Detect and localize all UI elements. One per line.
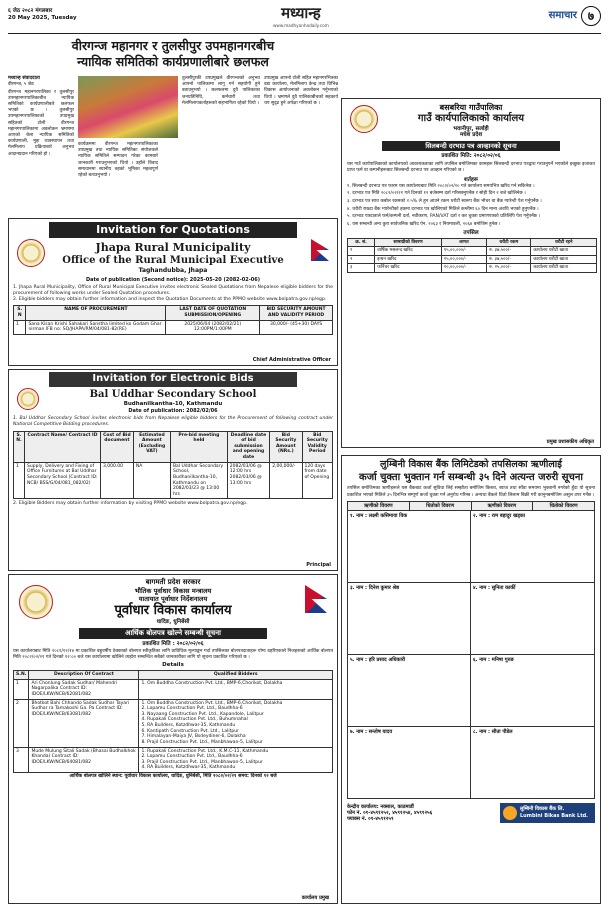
table-cell: 30,000/- (45+30) DAYS: [260, 320, 333, 334]
table-header: Estimated Amount (Excluding VAT): [133, 431, 170, 462]
table-cell: 2025/06/04 (2082/02/21) 12:00PM/1:00PM: [166, 320, 260, 334]
notice-body: यस कार्यालयबाट मिति २०८१/१२/१४ मा प्रकाशित बहुवर्षीय ठेक्काको बोलपत्र स्वीकृतिका लागि प्राविधिक मूल्याङ्कन गर्दा तपसिलका बोलपत्रदाताहरू योग्य ठहरिएकाले निजहरूको आर्थिक बोलपत्र मिति २०८२/०२/२१ गते दिनको १२:०० बजे यस कार्यालयमा खोलिने व्यहोरा सम्बन्धित सबैको जानकारीका लागि यो सूचना प्रकाशित गरिएको छ ।: [13, 648, 333, 660]
logo-url[interactable]: www.madhyanhadaily.com: [273, 22, 329, 28]
borrower-entry: ३. नाम : दिनेश कुमार श्रेष्ठ: [348, 583, 471, 655]
page-number: ७: [581, 6, 601, 26]
bank-name-english: Lumbini Bikas Bank Ltd.: [520, 812, 589, 819]
headline-line: न्यायिक समितिको कार्यप्रणालीबारे छलफल: [77, 53, 269, 69]
gaupalika-table: [347, 238, 597, 274]
borrower-entry: २. नाम : राम बहादुर खड्का: [471, 511, 594, 583]
publication-date: प्रकाशित मिति : २०८२/०२/०६: [142, 640, 204, 647]
contact-line: केन्द्रीय कार्यालय: नक्साल, काठमाडौं: [347, 803, 414, 810]
notice-title: आर्थिक बोलपत्र खोल्ने सम्बन्धी सूचना: [79, 628, 267, 639]
signature: कार्यालय प्रमुख: [301, 894, 329, 901]
table-cell: इन्धन खरिद: [375, 255, 442, 264]
article-photo: [78, 76, 178, 138]
government-emblem-icon: [350, 105, 378, 133]
borrower-entry: १. नाम : लक्ष्मी कसिमाया विक: [348, 511, 471, 583]
publication-date: Date of publication (Second notice): 2025-05-20 (2082-02-06): [85, 276, 261, 283]
bank-headline: [342, 459, 600, 484]
table-header: क्र. सं.: [348, 238, 375, 247]
table-cell: [139, 747, 333, 773]
table-cell: 3,000.00: [100, 462, 133, 499]
office-place: धादिङ, धुनिबेंसी: [156, 619, 190, 626]
table-row: [14, 320, 333, 334]
table-header: धितोको विवरण: [533, 502, 594, 510]
section-header: [549, 6, 601, 26]
table-cell: 1: [14, 462, 25, 499]
masthead: [8, 4, 601, 34]
bidder: 3. Nayaang Construction Pvt. Ltd., Kapandole, Lalitpur: [141, 711, 264, 717]
publication-date: प्रकाशित मिति: २०८२/०२/०६: [441, 153, 501, 160]
table-header: BID SECURITY AMOUNT AND VALIDITY PERIOD: [260, 306, 333, 320]
org-office: गाउँ कार्यपालिकाको कार्यालय: [417, 113, 525, 124]
table-cell: कार्यालय धरौटी खाता: [531, 247, 597, 256]
bidder: 1. Om Buddha Construction Pvt. Ltd., BMP-6,Chorikot, Dolakha: [141, 680, 283, 686]
table-row: [14, 462, 333, 499]
publication-date: Date of publication: 2082/02/06: [128, 407, 218, 414]
table-header: धरौटी रकम: [487, 238, 531, 247]
bidder: 8. Prajil Construction Pvt. Ltd., Manbhawan-5, Lalitpur: [141, 739, 263, 745]
condition-item: ५. दरभाउ पत्रदाताले फर्म/कम्पनी दर्ता, नवीकरण, PAN/VAT दर्ता र कर चुक्ता प्रमाणपत्रको प्रतिलिपि पेश गर्नुपर्नेछ ।: [347, 214, 541, 220]
org-address: Budhanilkantha-10, Kathmandu: [123, 401, 223, 407]
borrower-entry: ८. नाम : सीता पौडेल: [473, 728, 513, 735]
notice-title: सिलबन्दी दरभाउ पत्र आव्हानको सूचना: [382, 141, 560, 151]
government-emblem-icon: [19, 585, 53, 619]
bank-logo: [500, 803, 595, 823]
table-cell: १५,००,०००/-: [441, 255, 486, 264]
table-cell: रु. २५,०००/-: [487, 264, 531, 273]
bank-logo-icon: [503, 806, 517, 820]
newspaper-logo[interactable]: [273, 4, 329, 28]
table-row: [348, 255, 597, 264]
table-cell: 1: [14, 679, 29, 699]
table-cell: 2,00,000/-: [270, 462, 302, 499]
org-name: Bal Uddhar Secondary School: [89, 388, 257, 400]
bidder: 6. Kantipath Construction Pvt. Ltd., Lalitpur: [141, 728, 239, 734]
table-header: Deadline date of bid submission and opening date: [227, 431, 269, 462]
table-header: S. N: [14, 306, 26, 320]
table-row: [348, 264, 597, 273]
headline-line: लुम्बिनी विकास बैंक लिमिटेडको तपसिलका ऋणीलाई: [380, 459, 562, 470]
infrastructure-notice: [8, 574, 338, 904]
school-logo-icon: [17, 388, 39, 410]
table-cell: १: [348, 247, 375, 256]
table-cell: २: [348, 255, 375, 264]
notice-item: 2. Eligible bidders may obtain further information and inspect the Quotation Documents at the PPMO website www.bolpatra.gov.np/egp.: [13, 297, 327, 303]
org-address: भवानीपुर, सर्लाही: [453, 125, 489, 132]
article-text: तुलसीपुरकी उपप्रमुखले वीरगन्जको अनुभव आफ्नो पालिकामा लागू गर्न सहयोगी हुने बताउनुभयो । छलफलमा दुवै पालिकाका जनप्रतिनिधि, कर्मचारी तथा मेलमिलापकर्ताहरूको सहभागिता रहेको थियो ।: [182, 76, 260, 106]
signature: Chief Administrative Officer: [252, 356, 331, 363]
headline-line: कर्जा चुक्ता भुक्तान गर्न सम्बन्धी ३५ दिने अत्यन्त जरुरी सूचना: [359, 472, 583, 484]
table-cell: Ari Chonlung Sadak Sudhar/ Mahendri Nagarpalika Contract ID: IDOE/LKW/NCB/62081/082: [29, 679, 139, 699]
table-row: [14, 747, 333, 773]
table-cell: Bal Uddhar Secondary School, Budhanilkantha-10, Kathmandu on 2082/03/23 @ 13:00 hrs: [170, 462, 227, 499]
condition-item: १. सिलबन्दी दरभाउ पत्र फारम यस कार्यालयबाट मिति २०८२/०२/२० गते कार्यालय समयभित्र खरिद गर्न सकिनेछ ।: [347, 183, 535, 189]
signature: प्रमुख प्रशासकीय अधिकृत: [546, 438, 594, 445]
borrower-entry: ५. नाम : हरि प्रसाद अधिकारी: [348, 655, 471, 727]
byline: मध्यान्ह संवाददाता: [8, 76, 40, 81]
table-cell: वार्षिक मसलन्द खरिद: [375, 247, 442, 256]
org-name: Jhapa Rural Municipality: [95, 240, 251, 254]
contact-line: फोन नं. ०१-४५९१२५२, ४५९१२५४, ४५९१२५६: [347, 809, 433, 816]
bank-table-header: [347, 501, 595, 511]
table-cell: फर्निचर खरिद: [375, 264, 442, 273]
table-header: ऋणीको विवरण: [472, 502, 534, 510]
table-cell: कार्यालय धरौटी खाता: [531, 264, 597, 273]
table-header: ऋणीको विवरण: [348, 502, 410, 510]
org-name: बसबरिया गाउँपालिका: [439, 103, 503, 112]
bids-notice: [8, 369, 338, 571]
bids-table: [13, 431, 333, 500]
bank-name-nepali: लुम्बिनी विकास बैंक लि.: [520, 806, 565, 813]
borrower-entry: ४. नाम : सुनिता कार्की: [471, 583, 594, 655]
table-header: Contract Name/ Contract ID: [25, 431, 101, 462]
gaupalika-notice: [341, 98, 601, 448]
article-col-1: [8, 76, 74, 158]
details-label: Details: [162, 662, 184, 669]
qualified-bidders-table: [13, 670, 333, 773]
bidder: 3. Prajil Construction Pvt. Ltd., Manbhawan-5, Lalitpur: [141, 759, 263, 765]
table-header: NAME OF PROCUREMENT: [26, 306, 166, 320]
table-cell: [139, 679, 333, 699]
contact-line: फ्याक्स नं. ०१-४५९१२५९: [347, 816, 394, 823]
table-cell: 120 days from date of Opening: [302, 462, 332, 499]
table-label: तपसिल: [463, 229, 479, 236]
table-header: धरौटी रहने: [531, 238, 597, 247]
bank-notice: [341, 455, 601, 904]
table-header: Description Of Contract: [29, 671, 139, 680]
table-header: धितोको विवरण: [410, 502, 472, 510]
table-cell: NA: [133, 462, 170, 499]
condition-item: ४. धरौटी राख्दा बैंक ग्यारेन्टीको हकमा दरभाउ पत्र खोलिएको मितिले कम्तीमा ६० दिन मान्य अवधि भएको हुनुपर्नेछ ।: [347, 206, 539, 212]
table-row: [14, 679, 333, 699]
notice-banner: Invitation for Electronic Bids: [49, 372, 297, 387]
masthead-date: [8, 8, 77, 22]
borrower-grid: [347, 511, 595, 799]
quotation-notice: [8, 218, 338, 366]
table-cell: Supply, Delivery and Fixing of Office Furnitures at Bal Uddhar Secondary School (Contract ID: NCB/ BSS/G/04/081_082/02): [25, 462, 101, 499]
bidder: 2. Lopamu Construction Pvt. Ltd., Baudhha-6: [141, 754, 243, 760]
notice-item: 2. Eligible Bidders may obtain further information by visiting PPMO website www.bolpatra.gov.np/egp.: [13, 501, 248, 507]
gov-name: बागमती प्रदेश सरकार: [145, 578, 201, 586]
notice-item: 1. Jhapa Rural Municipality, Office of Rural Municipal Executive invites electronic Sealed Quotations from Nepalese eligible bidders for the procurement of following works under Sealed Quotation procedures.: [13, 284, 333, 296]
table-cell: Mude Mulung Sitali Sadak (Bhasai Budhalkhok Khanda) Contract ID: IDOE/LKW/NCB/64081/082: [29, 747, 139, 773]
table-header: Cost of Bid document: [100, 431, 133, 462]
article-text: कार्यक्रममा वीरगन्ज महानगरपालिकाका उपप्रमुख तथा न्यायिक समितिका संयोजकले न्यायिक समितिले सम्पादन गरेका कामबारे जानकारी गराउनुभएको थियो । उहाँले विवाद समाधानमा स्थानीय तहको भूमिका महत्वपूर्ण रहेको बताउनुभयो ।: [78, 142, 158, 178]
article-headline: [8, 38, 338, 69]
office-name: पूर्वाधार विकास कार्यालय: [114, 603, 232, 618]
table-cell: Bhotkot Bahi Chhando Sadak Sudhar Tayari Sudhar ra Tamakoshi Ga. Pa Contract ID: IDOE/LKW/NCB/63081/082: [29, 699, 139, 747]
bidder: 4. RA Builders, Kotzdhwar-35, Kathmandu: [141, 765, 236, 771]
table-row: [348, 247, 597, 256]
table-cell: 3: [14, 747, 29, 773]
org-office: Office of the Rural Municipal Executive: [62, 254, 284, 266]
signature: Principal: [306, 561, 331, 568]
province-name: मधेश प्रदेश: [459, 132, 483, 139]
table-header: लागत: [441, 238, 486, 247]
table-cell: १०,००,०००/-: [441, 264, 486, 273]
notice-banner: Invitation for Quotations: [49, 222, 297, 238]
table-cell: १५,००,०००/-: [441, 247, 486, 256]
directorate-name: यातायात पूर्वाधार निर्देशनालय: [138, 594, 208, 603]
bidder: 1. Rupakali Construction Pvt. Ltd., K.M.C-11, Kathmandu: [141, 748, 269, 754]
notice-footer: आर्थिक बोलपत्र खोलिने स्थान: पूर्वाधार विकास कार्यालय, धादिङ, धुनिबेंसी, मिति २०८२/०२/२१ समय: दिनको १२ बजे: [69, 774, 277, 779]
emblem-icon: [17, 239, 45, 267]
table-header: LAST DATE OF QUOTATION SUBMISSION/OPENING: [166, 306, 260, 320]
table-cell: 2: [14, 699, 29, 747]
table-header: Pre-bid meeting held: [170, 431, 227, 462]
org-address: Taghandubba, Jhapa: [138, 267, 208, 274]
date-english: 20 May 2025, Tuesday: [8, 15, 77, 22]
table-cell: 1: [14, 320, 26, 334]
table-cell: Sana Kisan Krishi Sahakari Sanstha limited ko Godam Ghar nirman IFB no: SQ/JHAPA/RM/04/081-82(RE): [26, 320, 166, 334]
bank-contact: [347, 804, 494, 823]
condition-item: २. दरभाउ पत्र मिति २०८२/०२/२१ गते दिनको १२ बजेसम्म दर्ता गरिसक्नुपर्नेछ र सोही दिन २ बजे खोलिनेछ ।: [347, 191, 526, 197]
table-cell: रु. ३७,५००/-: [487, 247, 531, 256]
table-header: Qualified Bidders: [139, 671, 333, 680]
notice-item: 1. Bal Uddhar Secondary School invites electronic bids from Nepalese eligible bidders for the Procurement of following contract under National Competitive Bidding procedures.: [13, 416, 333, 428]
table-cell: 2082/03/06 @ 12:00 hrs 2082/03/06 @ 13:00 hrs: [227, 462, 269, 499]
table-header: Bid Security Amount (NRs.): [270, 431, 302, 462]
date-nepali: ६ जेठ २०८२ मंगलबार: [8, 8, 53, 14]
conditions-list: [342, 184, 600, 229]
borrower-entry: ६. नाम : मनिषा गुरुङ: [471, 655, 594, 727]
article-text: वीरगन्ज महानगरपालिका र तुलसीपुर उपमहानगरपालिकाबीच न्यायिक समितिको कार्यप्रणालीबारे छलफल भएको छ । तुलसीपुर उपमहानगरपालिकाको उपप्रमुख सहितको टोली वीरगन्ज महानगरपालिकामा अवलोकन भ्रमणमा आएको बेला न्यायिक समितिको कार्यप्रणाली, मुद्दा व्यवस्थापन तथा मेलमिलाप प्रक्रियाबारे अनुभव आदानप्रदान गरिएको हो ।: [8, 89, 74, 157]
table-header: सामाग्रीको विवरण: [375, 238, 442, 247]
headline-line: वीरगन्ज महानगर र तुलसीपुर उपमहानगरबीच: [71, 38, 275, 53]
article-text: उपप्रमुख आफ्नो टोली सहित महानगरभित्रका वडा कार्यालय, मेलमिलाप केन्द्र तथा विभिन्न विकास आयोजनाको अवलोकन गर्नुभएको थियो । भ्रमणले दुवै पालिकाबीचको सहकार्य थप सुदृढ हुने अपेक्षा गरिएको छ ।: [264, 76, 338, 106]
conditions-label: शर्तहरू: [463, 176, 479, 183]
table-header: S.N.: [14, 671, 29, 680]
table-cell: कार्यालय धरौटी खाता: [531, 255, 597, 264]
condition-item: ६. यस सम्बन्धी अन्य कुरा सार्वजनिक खरिद ऐन, २०६३ र नियमावली, २०६४ बमोजिम हुनेछ ।: [347, 221, 501, 227]
bidder: 4. Rupakali Construction Pvt. Ltd., Buhumnahal: [141, 717, 248, 723]
condition-item: ३. दरभाउ पत्र साथ कबोल रकमको २.५% ले हुन आउने रकम धरौटी स्वरूप बैंक भौचर वा बैंक ग्यारेन्टी पेश गर्नुपर्नेछ ।: [347, 198, 542, 204]
bidder: 7. Himalayan-Maiya JV, Bsdeydiner-6, Dolakha: [141, 734, 246, 740]
notice-intro: यस गाउँ कार्यपालिकाको कार्यालयको आवश्यकताका लागि तपसिल बमोजिमका कामहरू सिलबन्दी दरभाउ पत्रद्वारा गराउनुपर्ने भएकोले इच्छुक इजाजत प्राप्त फर्म वा कम्पनीहरूबाट सिलबन्दी दरभाउ पत्र आव्हान गरिएको छ ।: [347, 162, 595, 174]
borrower-entry: ७. नाम : सन्तोष यादव: [348, 727, 471, 798]
notice-intro: तपसिल बमोजिमका ऋणीहरूले यस बैंकबाट कर्जा सुविधा लिई सम्झौता बमोजिम किस्ता, ब्याज तथा साँवा समयमा भुक्तानी नगरेको हुँदा यो सूचना प्रकाशित भएको मितिले ३५ दिनभित्र सम्पूर्ण कर्जा चुक्ता गर्न अनुरोध गरिन्छ । अन्यथा बैंकले धितो लिलाम बिक्री गरी कानुनबमोजिम असुल उपर गर्नेछ ।: [347, 486, 595, 498]
dateline: वीरगन्ज, ५ जेठ: [8, 81, 34, 87]
bank-footer: [347, 803, 595, 823]
quotation-table: [13, 305, 333, 335]
bidder: 1. Om Buddha Construction Pvt. Ltd., BMP-6,Chorikot, Dolakha: [141, 700, 283, 706]
table-cell: रु. ३७,५००/-: [487, 255, 531, 264]
table-cell: ३: [348, 264, 375, 273]
section-title: समाचार: [548, 9, 577, 21]
table-cell: [139, 699, 333, 747]
bidder: 5. RA Builders, Kotzdhwar-35, Kathmandu: [141, 723, 236, 728]
ministry-name: भौतिक पूर्वाधार विकास मन्त्रालय: [134, 586, 212, 595]
logo-text: मध्यान्ह: [281, 4, 321, 22]
table-header: S. N.: [14, 431, 25, 462]
news-article: [8, 38, 338, 216]
table-row: [14, 699, 333, 747]
table-header: Bid Security Validity Period: [302, 431, 332, 462]
bidder: 2. Lopamu Construction Pvt. Ltd., Baudhha-6: [141, 706, 243, 712]
